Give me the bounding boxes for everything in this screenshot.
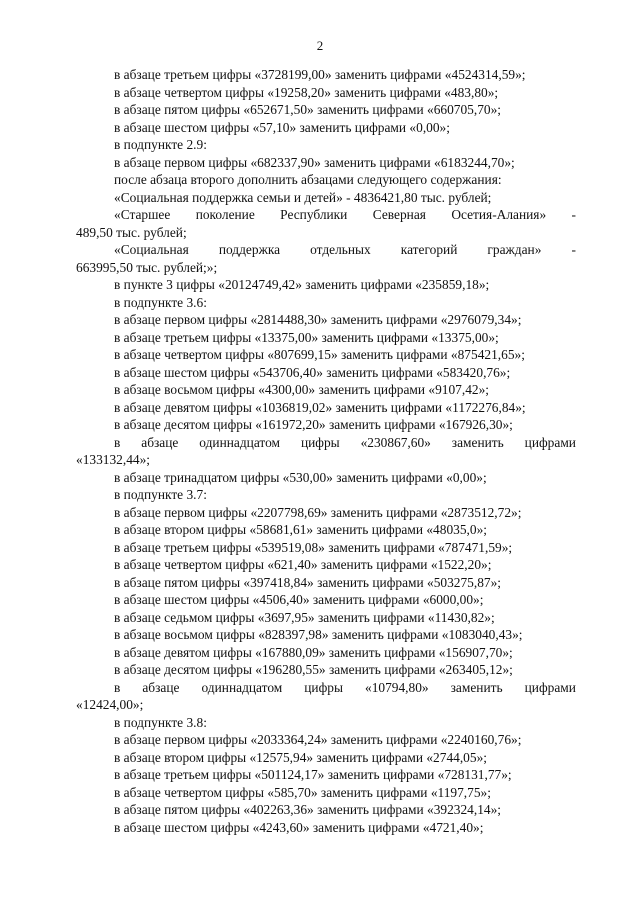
word: категорий — [400, 242, 458, 257]
text-line: в абзаце первом цифры «682337,90» заменить цифрами «6183244,70»; — [114, 154, 515, 170]
word: цифры — [304, 679, 343, 695]
text-line: 663995,50 тыс. рублей;»; — [76, 259, 218, 275]
text-line: в абзаце третьем цифры «501124,17» заменить цифрами «728131,77»; — [114, 767, 512, 782]
text-line: в абзаце пятом цифры «402263,36» заменить цифрами «392324,14»; — [114, 802, 502, 817]
text-line: 489,50 тыс. рублей; — [76, 224, 187, 240]
text-line: после абзаца второго дополнить абзацами следующего содержания: — [114, 172, 502, 187]
word: в — [114, 434, 121, 450]
text-line: в абзаце десятом цифры «161972,20» заменить цифрами «167926,30»; — [114, 417, 513, 432]
text-line: в абзаце третьем цифры «13375,00» заменить цифрами «13375,00»; — [114, 329, 499, 345]
text-line: в абзаце четвертом цифры «585,70» заменить цифрами «1197,75»; — [114, 784, 491, 800]
text-line: в абзаце пятом цифры «652671,50» заменить цифрами «660705,70»; — [114, 102, 502, 117]
word: - — [571, 207, 576, 222]
text-line: в абзаце девятом цифры «167880,09» заменить цифрами «156907,70»; — [114, 644, 513, 660]
word: одиннадцатом — [199, 434, 281, 450]
word: Республики — [280, 207, 348, 222]
document-body — [76, 66, 576, 836]
text-line: «133132,44»; — [76, 452, 151, 467]
text-line: в подпункте 3.8: — [114, 714, 207, 730]
word: заменить — [450, 679, 503, 695]
text-line: в абзаце восьмом цифры «828397,98» заменить цифрами «1083040,43»; — [114, 627, 523, 642]
text-line: в абзаце втором цифры «12575,94» заменить цифрами «2744,05»; — [114, 749, 487, 765]
word: - — [571, 242, 576, 257]
text-line: в абзаце шестом цифры «543706,40» заменить цифрами «583420,76»; — [114, 364, 511, 380]
text-line: в абзаце первом цифры «2207798,69» заменить цифрами «2873512,72»; — [114, 504, 522, 520]
word: цифрами — [524, 434, 576, 450]
word: «Старшее — [114, 207, 171, 222]
text-line: в абзаце втором цифры «58681,61» заменить цифрами «48035,0»; — [114, 522, 487, 537]
word: цифрами — [524, 679, 576, 695]
text-line: в абзаце тринадцатом цифры «530,00» заменить цифрами «0,00»; — [114, 469, 487, 485]
text-line: в подпункте 2.9: — [114, 137, 207, 152]
word: «Социальная — [114, 242, 189, 257]
text-line: в абзаце четвертом цифры «621,40» заменить цифрами «1522,20»; — [114, 557, 492, 572]
word: в — [114, 679, 121, 695]
word: абзаце — [141, 434, 179, 450]
text-line: в абзаце седьмом цифры «3697,95» заменить цифрами «11430,82»; — [114, 609, 495, 625]
text-line: в абзаце десятом цифры «196280,55» заменить цифрами «263405,12»; — [114, 662, 513, 677]
text-line: в абзаце девятом цифры «1036819,02» заменить цифрами «1172276,84»; — [114, 399, 526, 415]
word: абзаце — [142, 679, 180, 695]
text-line: в абзаце восьмом цифры «4300,00» заменить цифрами «9107,42»; — [114, 382, 490, 397]
word: граждан» — [487, 242, 542, 257]
text-line: в абзаце первом цифры «2814488,30» заменить цифрами «2976079,34»; — [114, 312, 522, 327]
word: поколение — [195, 207, 255, 222]
word: заменить — [451, 434, 504, 450]
word: Осетия-Алания» — [451, 207, 547, 222]
text-line: в абзаце шестом цифры «4506,40» заменить цифрами «6000,00»; — [114, 592, 484, 607]
text-line: «12424,00»; — [76, 697, 144, 712]
text-line: в абзаце третьем цифры «3728199,00» заменить цифрами «4524314,59»; — [114, 67, 526, 82]
word: поддержка — [218, 242, 281, 257]
text-line: в абзаце третьем цифры «539519,08» заменить цифрами «787471,59»; — [114, 539, 513, 555]
text-line: в абзаце четвертом цифры «807699,15» заменить цифрами «875421,65»; — [114, 347, 525, 362]
justified-line — [76, 206, 576, 224]
justified-line — [76, 679, 576, 697]
word: «230867,60» — [360, 434, 431, 450]
text-line: в абзаце первом цифры «2033364,24» заменить цифрами «2240160,76»; — [114, 732, 522, 747]
text-line: в абзаце четвертом цифры «19258,20» заменить цифрами «483,80»; — [114, 84, 499, 100]
text-line: в абзаце пятом цифры «397418,84» заменить цифрами «503275,87»; — [114, 574, 502, 590]
justified-line — [76, 434, 576, 452]
text-line: в подпункте 3.7: — [114, 487, 207, 502]
page-number: 2 — [316, 38, 324, 53]
text-line: в подпункте 3.6: — [114, 294, 207, 310]
word: одиннадцатом — [201, 679, 283, 695]
word: «10794,80» — [365, 679, 429, 695]
word: цифры — [300, 434, 340, 450]
text-line: «Социальная поддержка семьи и детей» - 4836421,80 тыс. рублей; — [114, 189, 492, 205]
text-line: в пункте 3 цифры «20124749,42» заменить цифрами «235859,18»; — [114, 277, 490, 292]
word: отдельных — [310, 242, 371, 257]
text-line: в абзаце шестом цифры «4243,60» заменить цифрами «4721,40»; — [114, 819, 484, 835]
text-line: в абзаце шестом цифры «57,10» заменить цифрами «0,00»; — [114, 119, 450, 135]
justified-line — [76, 241, 576, 259]
word: Северная — [372, 207, 426, 222]
